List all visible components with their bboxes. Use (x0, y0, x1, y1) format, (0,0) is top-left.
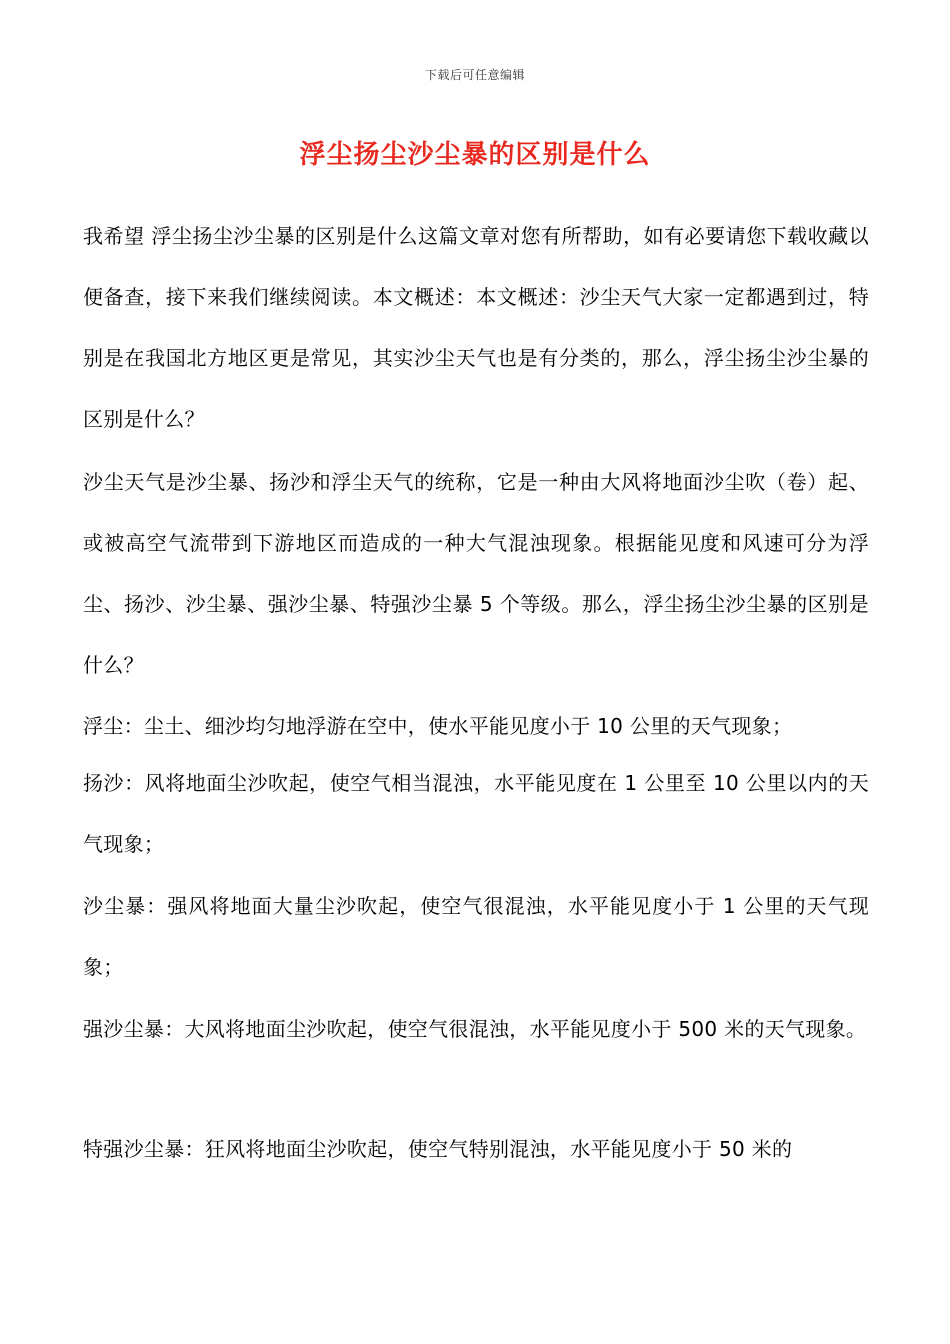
paragraph-fuchen: 浮尘：尘土、细沙均匀地浮游在空中，使水平能见度小于 10 公里的天气现象； (83, 714, 793, 738)
paragraph-yangsha: 扬沙：风将地面尘沙吹起，使空气相当混浊，水平能见度在 1 公里至 10 公里以内的天气现象； (83, 771, 869, 856)
header-note: 下载后可任意编辑 (424, 68, 525, 82)
paragraph-qiangshachenbao: 强沙尘暴：大风将地面尘沙吹起，使空气很混浊，水平能见度小于 500 米的天气现象。 (83, 1017, 867, 1041)
paragraph-teqiangshachenbao: 特强沙尘暴：狂风将地面尘沙吹起，使空气特别混浊，水平能见度小于 50 米的 (83, 1137, 793, 1161)
document-title: 浮尘扬尘沙尘暴的区别是什么 (299, 140, 651, 170)
paragraph-shachenbao: 沙尘暴：强风将地面大量尘沙吹起，使空气很混浊，水平能见度小于 1 公里的天气现象； (83, 894, 869, 979)
paragraph-intro: 我希望 浮尘扬尘沙尘暴的区别是什么这篇文章对您有所帮助，如有必要请您下载收藏以便备查，接下来我们继续阅读。本文概述：本文概述：沙尘天气大家一定都遇到过，特别是在我国北方地区更是常见，其实沙尘天气也是有分类的，那么，浮尘扬尘沙尘暴的区别是什么？ (83, 224, 869, 431)
paragraph-definition: 沙尘天气是沙尘暴、扬沙和浮尘天气的统称，它是一种由大风将地面沙尘吹（卷）起、或被高空气流带到下游地区而造成的一种大气混浊现象。根据能见度和风速可分为浮尘、扬沙、沙尘暴、强沙尘暴、特强沙尘暴 5 个等级。那么，浮尘扬尘沙尘暴的区别是什么？ (83, 470, 869, 677)
